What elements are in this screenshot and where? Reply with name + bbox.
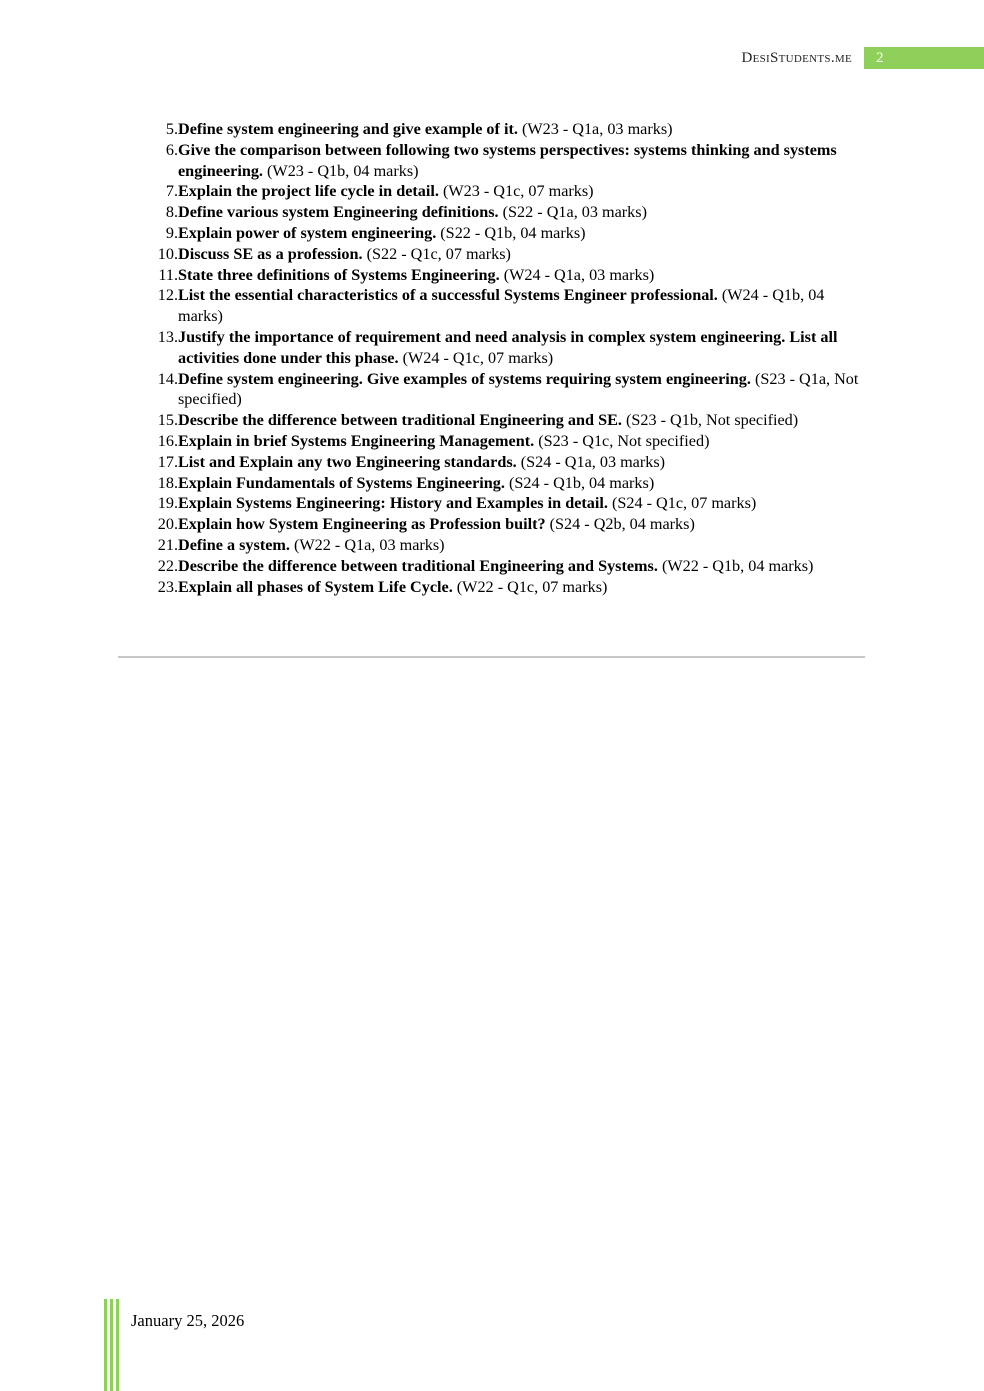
question-body — [178, 202, 864, 223]
question-number — [136, 244, 178, 265]
question-item — [136, 369, 864, 411]
question-meta: (S22 - Q1a, 03 marks) — [498, 203, 647, 222]
question-body — [178, 410, 864, 431]
question-item — [136, 410, 864, 431]
question-number-label: 16. — [157, 431, 178, 450]
question-text: Justify the importance of requirement and need analysis in complex system engineering. List all activities done under this phase. — [178, 327, 838, 367]
question-body — [178, 327, 864, 369]
question-body — [178, 369, 864, 411]
question-text: Explain power of system engineering. — [178, 223, 437, 242]
question-number-label: 9. — [165, 223, 178, 242]
footer-accent-bar — [116, 1299, 119, 1391]
question-item — [136, 493, 864, 514]
site-title: DesiStudents.me — [741, 49, 852, 66]
question-meta: (S23 - Q1c, Not specified) — [534, 431, 710, 450]
question-number-label: 10. — [157, 244, 178, 263]
question-body — [178, 556, 864, 577]
question-text: Define system engineering. Give examples of systems requiring system engineering. — [178, 369, 751, 388]
page-number: 2 — [864, 47, 984, 69]
question-item — [136, 181, 864, 202]
question-number-label: 6. — [165, 140, 178, 159]
question-number — [136, 431, 178, 452]
footer-accent-bar — [110, 1299, 113, 1391]
question-item — [136, 535, 864, 556]
question-number — [136, 223, 178, 244]
question-text: Discuss SE as a profession. — [178, 244, 363, 263]
question-text: State three definitions of Systems Engineering. — [178, 265, 500, 284]
question-meta: (W24 - Q1c, 07 marks) — [398, 348, 554, 367]
question-number-label: 23. — [157, 577, 178, 596]
question-meta: (S22 - Q1b, 04 marks) — [436, 223, 586, 242]
question-list — [136, 119, 864, 597]
question-number — [136, 285, 178, 327]
question-item — [136, 265, 864, 286]
question-item — [136, 556, 864, 577]
page-header — [741, 47, 984, 69]
question-text: Give the comparison between following two systems perspectives: systems thinking and systems engineering. — [178, 140, 837, 180]
question-number-label: 20. — [157, 515, 178, 534]
question-text: List and Explain any two Engineering standards. — [178, 452, 517, 471]
question-body — [178, 473, 864, 494]
question-item — [136, 140, 864, 182]
question-item — [136, 327, 864, 369]
question-number — [136, 181, 178, 202]
question-text: Define a system. — [178, 535, 290, 554]
question-meta: (W22 - Q1b, 04 marks) — [657, 556, 814, 575]
question-number-label: 22. — [157, 556, 178, 575]
question-item — [136, 202, 864, 223]
question-number — [136, 410, 178, 431]
question-meta: (W23 - Q1b, 04 marks) — [262, 161, 419, 180]
question-number-label: 18. — [157, 473, 178, 492]
question-body — [178, 577, 864, 598]
question-number — [136, 535, 178, 556]
question-body — [178, 535, 864, 556]
question-number-label: 14. — [157, 369, 178, 388]
question-text: Define system engineering and give example of it. — [178, 120, 518, 138]
question-body — [178, 431, 864, 452]
question-text: Explain in brief Systems Engineering Management. — [178, 431, 535, 450]
question-item — [136, 473, 864, 494]
question-number-label: 15. — [157, 411, 178, 430]
question-text: Explain Systems Engineering: History and Examples in detail. — [178, 494, 608, 513]
question-meta: (W23 - Q1a, 03 marks) — [517, 120, 673, 138]
question-body — [178, 514, 864, 535]
question-meta: (S22 - Q1c, 07 marks) — [362, 244, 511, 263]
question-number — [136, 493, 178, 514]
question-meta: (W24 - Q1a, 03 marks) — [499, 265, 655, 284]
section-divider — [118, 656, 865, 658]
question-text: Describe the difference between traditional Engineering and Systems. — [178, 556, 658, 575]
question-meta: (S24 - Q2b, 04 marks) — [545, 515, 695, 534]
question-number — [136, 265, 178, 286]
question-number — [136, 514, 178, 535]
question-meta: (W23 - Q1c, 07 marks) — [438, 182, 594, 201]
question-item — [136, 431, 864, 452]
question-item — [136, 223, 864, 244]
question-number-label: 11. — [158, 265, 178, 284]
question-number-label: 7. — [165, 182, 178, 201]
question-number — [136, 473, 178, 494]
question-body — [178, 285, 864, 327]
question-number-label: 13. — [157, 327, 178, 346]
question-meta: (S24 - Q1c, 07 marks) — [607, 494, 757, 513]
question-number — [136, 119, 178, 140]
question-body — [178, 493, 864, 514]
question-number-label: 12. — [157, 286, 178, 305]
question-number — [136, 577, 178, 598]
question-item — [136, 452, 864, 473]
question-text: List the essential characteristics of a successful Systems Engineer professional. — [178, 286, 718, 305]
question-meta: (S23 - Q1a, Not specified) — [178, 369, 859, 409]
question-meta: (W22 - Q1a, 03 marks) — [289, 535, 445, 554]
question-item — [136, 514, 864, 535]
question-number-label: 8. — [165, 203, 178, 222]
question-meta: (S24 - Q1a, 03 marks) — [516, 452, 666, 471]
question-body — [178, 140, 864, 182]
question-number-label: 17. — [157, 452, 178, 471]
question-number-label: 21. — [157, 535, 178, 554]
footer-accent-bars — [104, 1299, 120, 1391]
question-meta: (W24 - Q1b, 04 marks) — [178, 286, 825, 326]
question-item — [136, 244, 864, 265]
footer-accent-bar — [104, 1299, 107, 1391]
question-body — [178, 452, 864, 473]
question-number — [136, 140, 178, 182]
question-meta: (S24 - Q1b, 04 marks) — [504, 473, 655, 492]
question-item — [136, 285, 864, 327]
question-item — [136, 119, 864, 140]
question-number — [136, 452, 178, 473]
footer-date: January 25, 2026 — [131, 1311, 245, 1330]
question-number-label: 5. — [165, 120, 178, 138]
question-body — [178, 119, 864, 140]
question-meta: (W22 - Q1c, 07 marks) — [452, 577, 608, 596]
question-number-label: 19. — [157, 494, 178, 513]
question-number — [136, 369, 178, 411]
question-body — [178, 244, 864, 265]
question-meta: (S23 - Q1b, Not specified) — [621, 411, 799, 430]
question-text: Explain Fundamentals of Systems Engineering. — [178, 473, 505, 492]
question-number — [136, 556, 178, 577]
question-text: Define various system Engineering definitions. — [178, 203, 499, 222]
question-number — [136, 327, 178, 369]
question-body — [178, 223, 864, 244]
question-text: Explain how System Engineering as Profession built? — [178, 515, 546, 534]
question-text: Explain the project life cycle in detail. — [178, 182, 439, 201]
question-body — [178, 181, 864, 202]
question-number — [136, 202, 178, 223]
question-text: Explain all phases of System Life Cycle. — [178, 577, 453, 596]
question-body — [178, 265, 864, 286]
question-text: Describe the difference between traditional Engineering and SE. — [178, 411, 622, 430]
question-item — [136, 577, 864, 598]
